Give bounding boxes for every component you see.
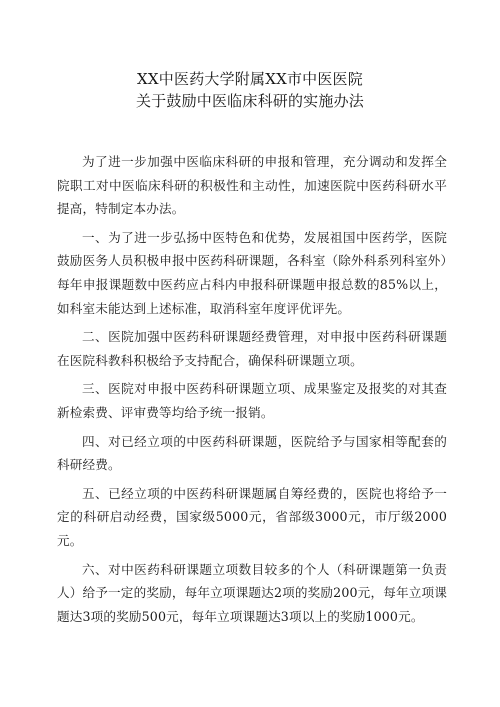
paragraph-article-3: 三、医院对申报中医药科研课题立项、成果鉴定及报奖的对其查新检索费、评审费等均给予统一报销。: [57, 381, 447, 420]
paragraph-article-2: 二、医院加强中医药科研课题经费管理，对申报中医药科研课题在医院科教科积极给予支持配合，确保科研课题立项。: [57, 329, 447, 368]
paragraph-article-5: 五、已经立项的中医药科研课题属自筹经费的，医院也将给予一定的科研启动经费，国家级5000元，省部级3000元，市厅级2000元。: [57, 485, 447, 548]
document-title: [0, 68, 500, 112]
paragraph-article-1: 一、为了进一步弘扬中医特色和优势，发展祖国中医药学，医院鼓励医务人员积极申报中医药科研课题，各科室（除外科系列科室外）每年申报课题数中医药应占科内申报科研课题申报总数的85%以上，如科室未能达到上述标准，取消科室年度评优评先。: [57, 229, 447, 316]
paragraph-article-4: 四、对已经立项的中医药科研课题，医院给予与国家相等配套的科研经费。: [57, 433, 447, 473]
paragraph-intro: 为了进一步加强中医临床科研的申报和管理，充分调动和发挥全院职工对中医临床科研的积极性和主动性，加速医院中医药科研水平提高，特制定本办法。: [57, 154, 447, 217]
paragraph-article-6: 六、对中医药科研课题立项数目较多的个人（科研课题第一负责人）给予一定的奖励，每年立项课题达2项的奖励200元，每年立项课题达3项的奖励500元，每年立项课题达3项以上的奖励1000元。: [57, 561, 447, 624]
title-measures: 关于鼓励中医临床科研的实施办法: [135, 92, 364, 110]
title-hospital-name: XX中医药大学附属XX市中医医院: [137, 70, 363, 88]
document-body: [57, 150, 447, 633]
